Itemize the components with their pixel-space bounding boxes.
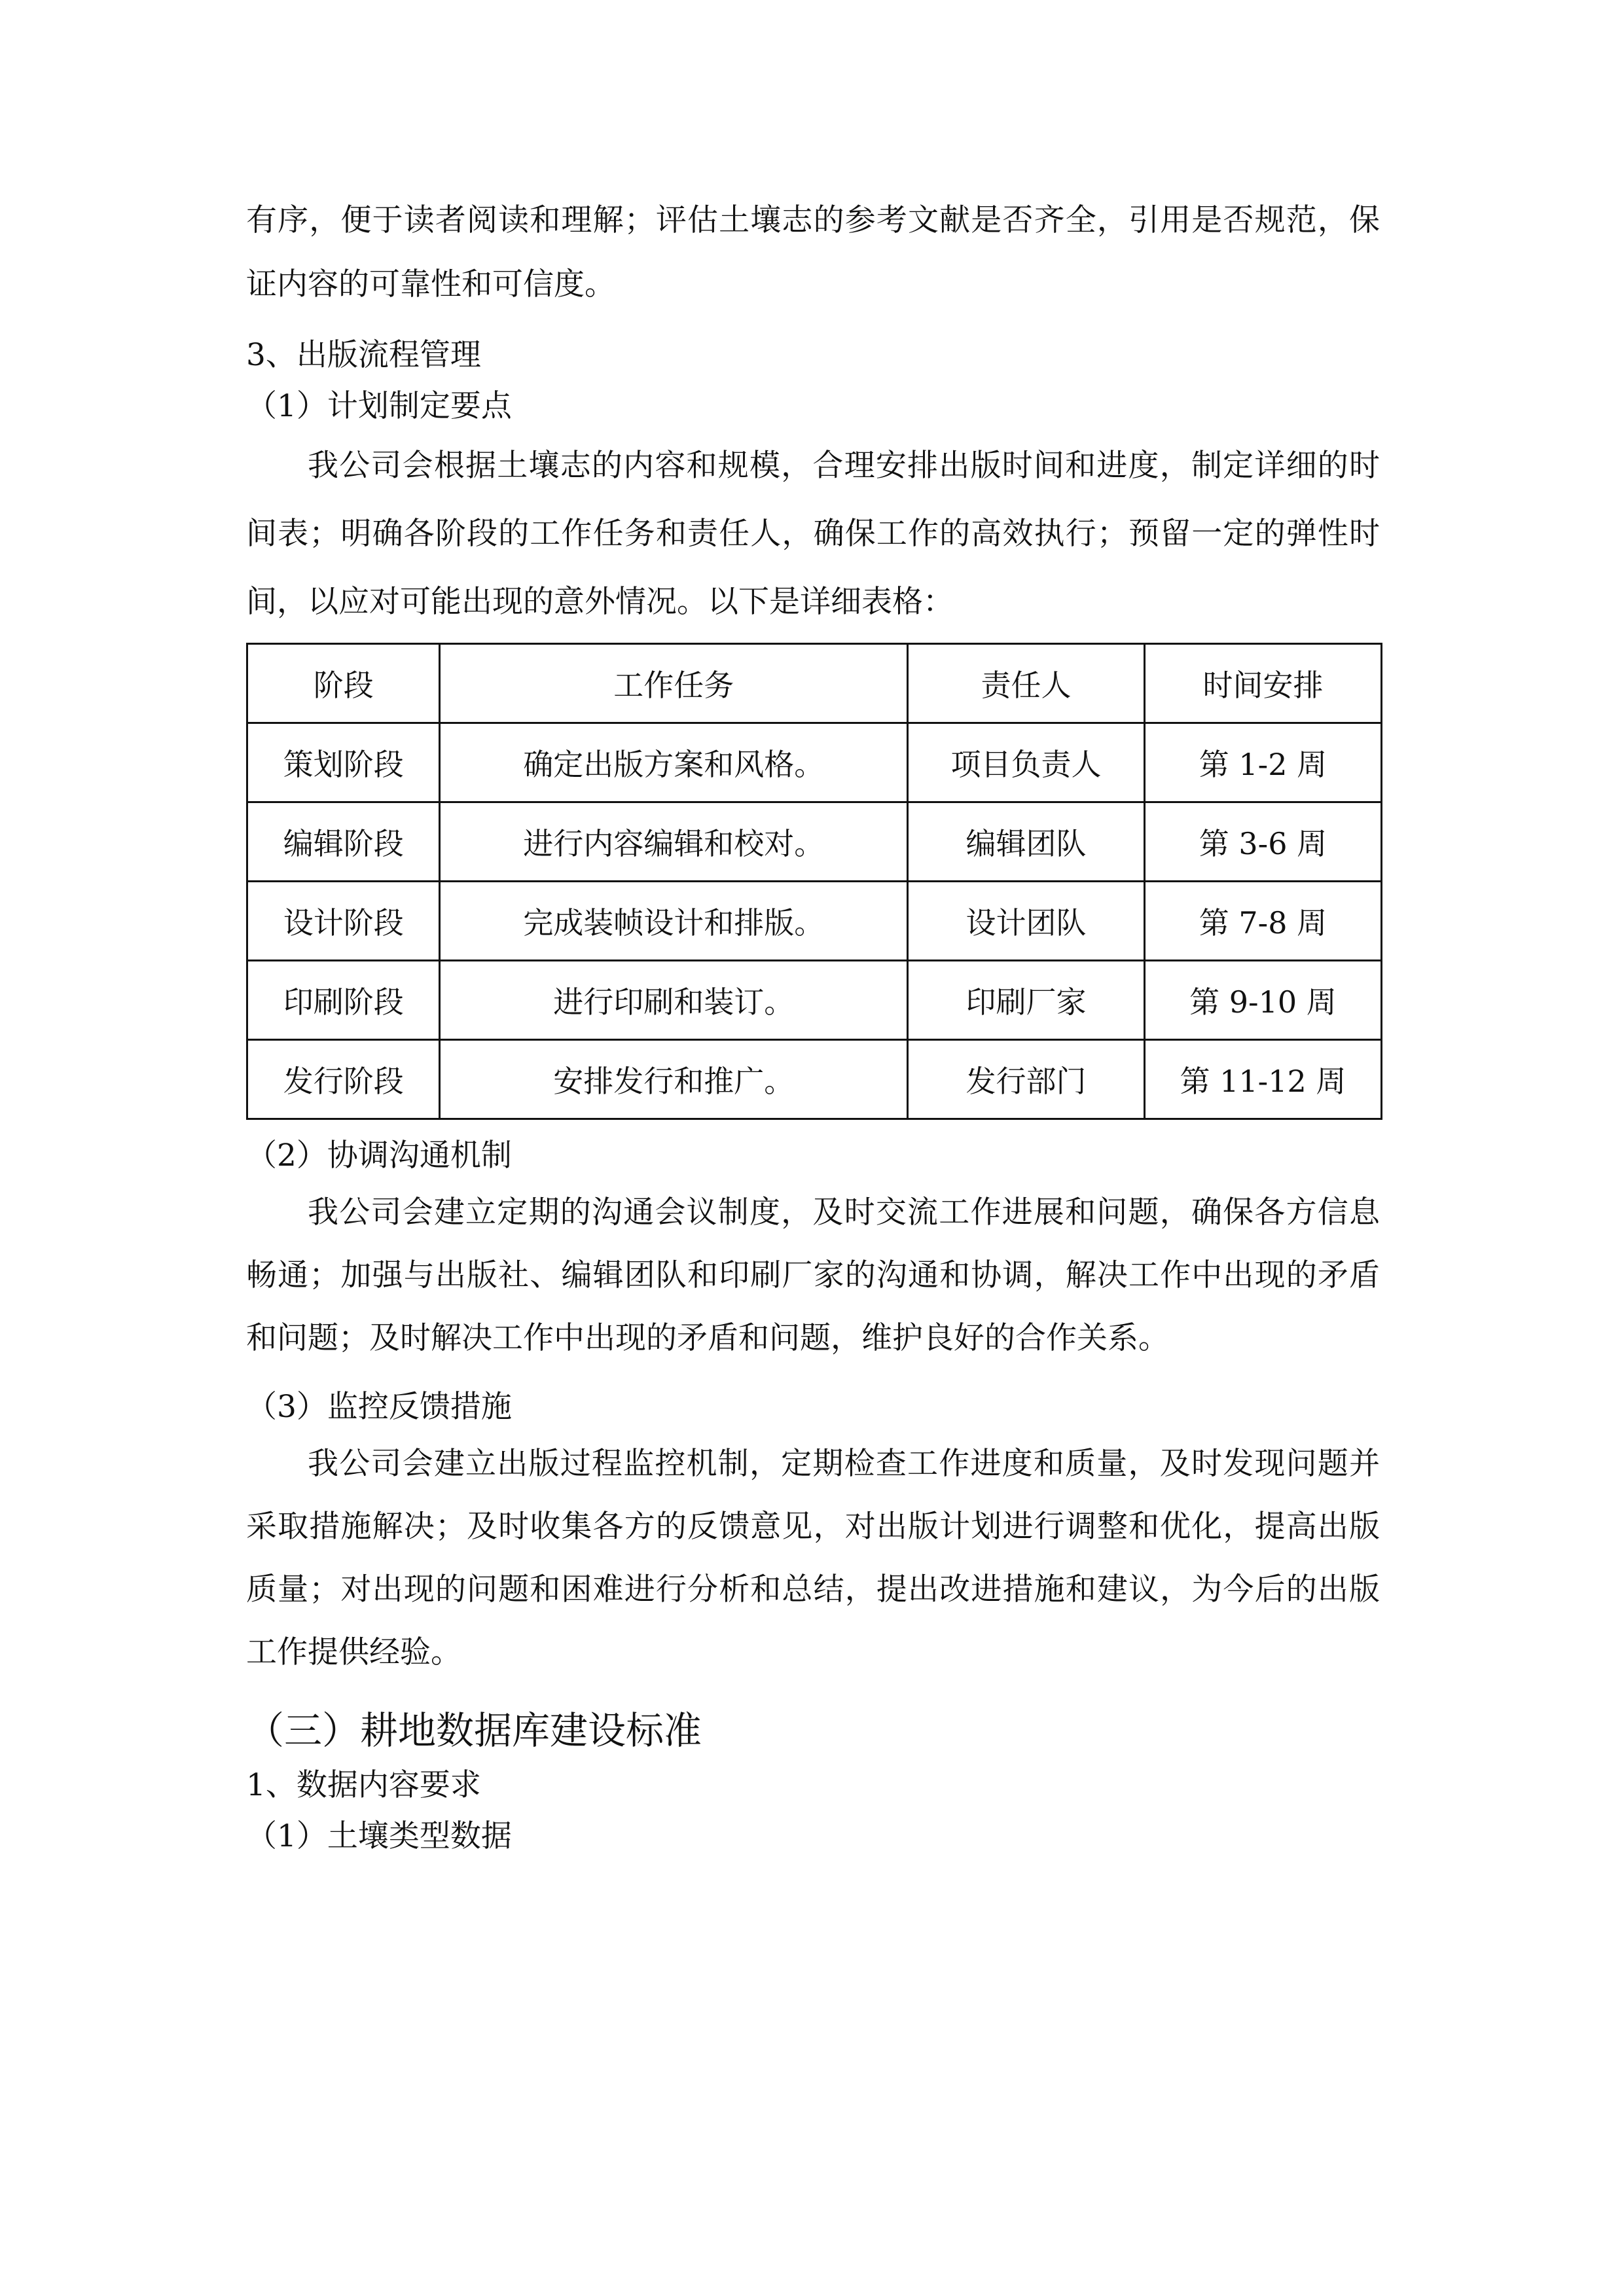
table-cell: 第 7-8 周 (1144, 882, 1381, 961)
table-row (247, 882, 1382, 961)
table-cell: 发行部门 (908, 1040, 1145, 1119)
table-header-cell: 工作任务 (440, 644, 908, 723)
table-cell: 设计团队 (908, 882, 1145, 961)
table-cell: 安排发行和推广。 (440, 1040, 908, 1119)
subsection-2-paragraph: 我公司会建立定期的沟通会议制度，及时交流工作进展和问题，确保各方信息畅通；加强与出版社、编辑团队和印刷厂家的沟通和协调，解决工作中出现的矛盾和问题；及时解决工作中出现的矛盾和问题，维护良好的合作关系。 (246, 1194, 1380, 1356)
table-row (247, 961, 1382, 1040)
schedule-table (246, 643, 1382, 1120)
subsection-1-heading: （1）计划制定要点 (246, 388, 512, 424)
table-cell: 完成装帧设计和排版。 (440, 882, 908, 961)
subsection-3-paragraph: 我公司会建立出版过程监控机制，定期检查工作进度和质量，及时发现问题并采取措施解决；及时收集各方的反馈意见，对出版计划进行调整和优化，提高出版质量；对出现的问题和困难进行分析和总结，提出改进措施和建议，为今后的出版工作提供经验。 (246, 1446, 1380, 1670)
table-cell: 确定出版方案和风格。 (440, 723, 908, 802)
intro-paragraph: 有序，便于读者阅读和理解；评估土壤志的参考文献是否齐全，引用是否规范，保证内容的可靠性和可信度。 (246, 202, 1380, 302)
table-cell: 印刷阶段 (247, 961, 440, 1040)
table-header-cell: 时间安排 (1144, 644, 1381, 723)
table-row (247, 723, 1382, 802)
table-header-cell: 阶段 (247, 644, 440, 723)
subsection-1-paragraph: 我公司会根据土壤志的内容和规模，合理安排出版时间和进度，制定详细的时间表；明确各阶段的工作任务和责任人，确保工作的高效执行；预留一定的弹性时间，以应对可能出现的意外情况。以下是详细表格： (246, 448, 1380, 620)
table-row (247, 802, 1382, 882)
soil-type-data-heading: （1）土壤类型数据 (246, 1818, 512, 1854)
part-3-heading: （三）耕地数据库建设标准 (246, 1708, 702, 1753)
table-cell: 项目负责人 (908, 723, 1145, 802)
table-cell: 进行印刷和装订。 (440, 961, 908, 1040)
table-cell: 编辑阶段 (247, 802, 440, 882)
table-row (247, 1040, 1382, 1119)
table-cell: 第 1-2 周 (1144, 723, 1381, 802)
table-cell: 编辑团队 (908, 802, 1145, 882)
table-cell: 第 11-12 周 (1144, 1040, 1381, 1119)
document-page (246, 0, 1380, 2296)
table-cell: 策划阶段 (247, 723, 440, 802)
section-3-heading: 3、出版流程管理 (246, 337, 481, 373)
table-cell: 进行内容编辑和校对。 (440, 802, 908, 882)
table-header-cell: 责任人 (908, 644, 1145, 723)
table-cell: 印刷厂家 (908, 961, 1145, 1040)
table-cell: 发行阶段 (247, 1040, 440, 1119)
subsection-3-heading: （3）监控反馈措施 (246, 1389, 512, 1425)
table-cell: 第 9-10 周 (1144, 961, 1381, 1040)
subsection-2-heading: （2）协调沟通机制 (246, 1138, 512, 1174)
data-content-heading: 1、数据内容要求 (246, 1767, 481, 1803)
table-header-row (247, 644, 1382, 723)
table-cell: 第 3-6 周 (1144, 802, 1381, 882)
table-cell: 设计阶段 (247, 882, 440, 961)
